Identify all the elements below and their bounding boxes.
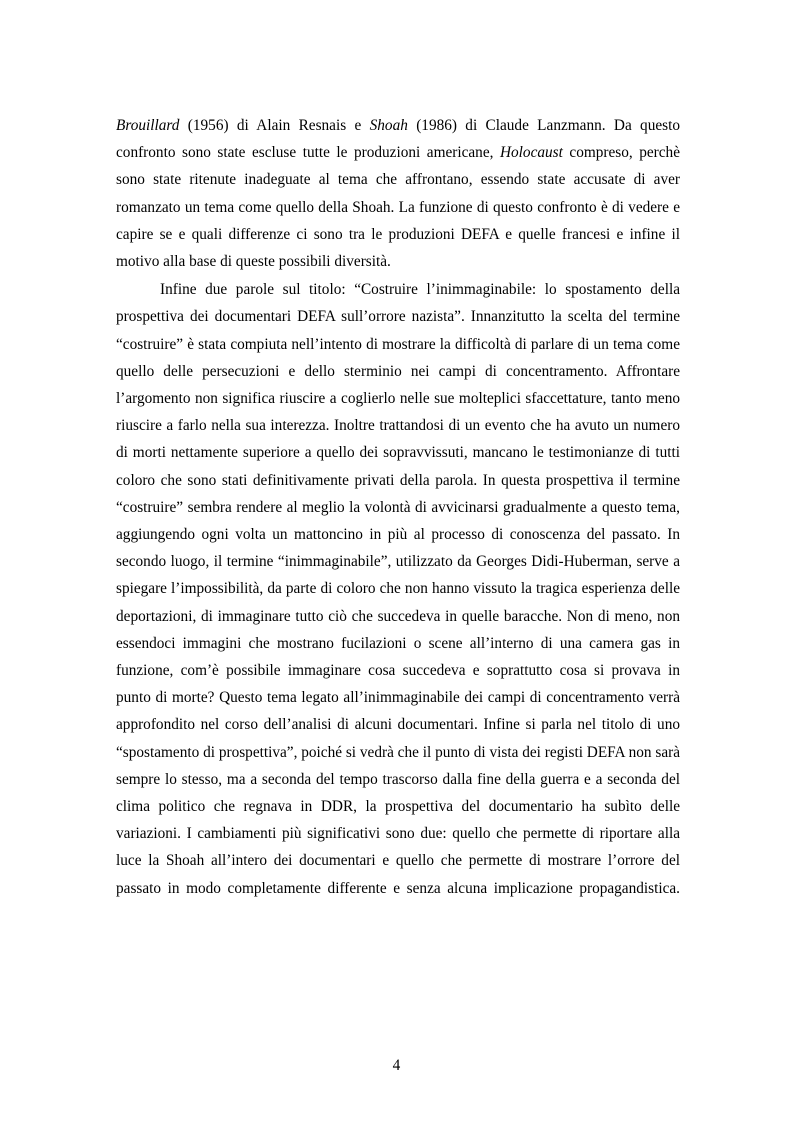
film-title-holocaust: Holocaust bbox=[499, 144, 563, 162]
page-number: 4 bbox=[392, 1057, 401, 1074]
paragraph-text: (1956) di Alain Resnais e bbox=[179, 117, 370, 134]
film-title-brouillard: Brouillard bbox=[116, 117, 180, 134]
paragraph-text: compreso, perchè sono state ritenute inadeguate al tema che affrontano, essendo state accusate di aver romanzato un tema come quello della Shoah. La funzione di questo confronto è di vedere e capire se e quali differenze ci sono tra le produzioni DEFA e quelle francesi e infine il motivo alla base di queste possibili diversità. bbox=[116, 144, 680, 271]
body-text bbox=[116, 112, 680, 902]
paragraph-continued bbox=[116, 112, 680, 275]
film-title-shoah: Shoah bbox=[369, 117, 408, 134]
paragraph-title-discussion: Infine due parole sul titolo: “Costruire l’inimmaginabile: lo spostamento della prospettiva dei documentari DEFA sull’orrore nazista”. Innanzitutto la scelta del termine “costruire” è stata compiuta nell’intento di mostrare la difficoltà di parlare di un tema come quello delle persecuzioni e dello sterminio nei campi di concentramento. Affrontare l’argomento non significa riuscire a coglierlo nelle sue molteplici sfaccettature, tanto meno riuscire a farlo nella sua interezza. Inoltre trattandosi di un evento che ha avuto un numero di morti nettamente superiore a quello dei sopravvissuti, mancano le testimonianze di tutti coloro che sono stati definitivamente privati della parola. In questa prospettiva il termine “costruire” sembra rendere al meglio la volontà di avvicinarsi gradualmente a questo tema, aggiungendo ogni volta un mattoncino in più al processo di conoscenza del passato. In secondo luogo, il termine “inimmaginabile”, utilizzato da Georges Didi-Huberman, serve a spiegare l’impossibilità, da parte di coloro che non hanno vissuto la tragica esperienza delle deportazioni, di immaginare tutto ciò che succedeva in quelle baracche. Non di meno, non essendoci immagini che mostrano fucilazioni o scene all’interno di una camera gas in funzione, com’è possibile immaginare cosa succedeva e soprattutto cosa si provava in punto di morte? Questo tema legato all’inimmaginabile dei campi di concentramento verrà approfondito nel corso dell’analisi di alcuni documentari. Infine si parla nel titolo di uno “spostamento di prospettiva”, poiché si vedrà che il punto di vista dei registi DEFA non sarà sempre lo stesso, ma a seconda del tempo trascorso dalla fine della guerra e a seconda del clima politico che regnava in DDR, la prospettiva del documentario ha subìto delle variazioni. I cambiamenti più significativi sono due: quello che permette di riportare alla luce la Shoah all’intero dei documentari e quello che permette di mostrare l’orrore del passato in modo completamente differente e senza alcuna implicazione propagandistica. bbox=[116, 281, 680, 897]
paragraph-text: (1986) di Claude Lanzmann. Da questo confronto sono state escluse tutte le produzioni americane, bbox=[116, 117, 680, 162]
